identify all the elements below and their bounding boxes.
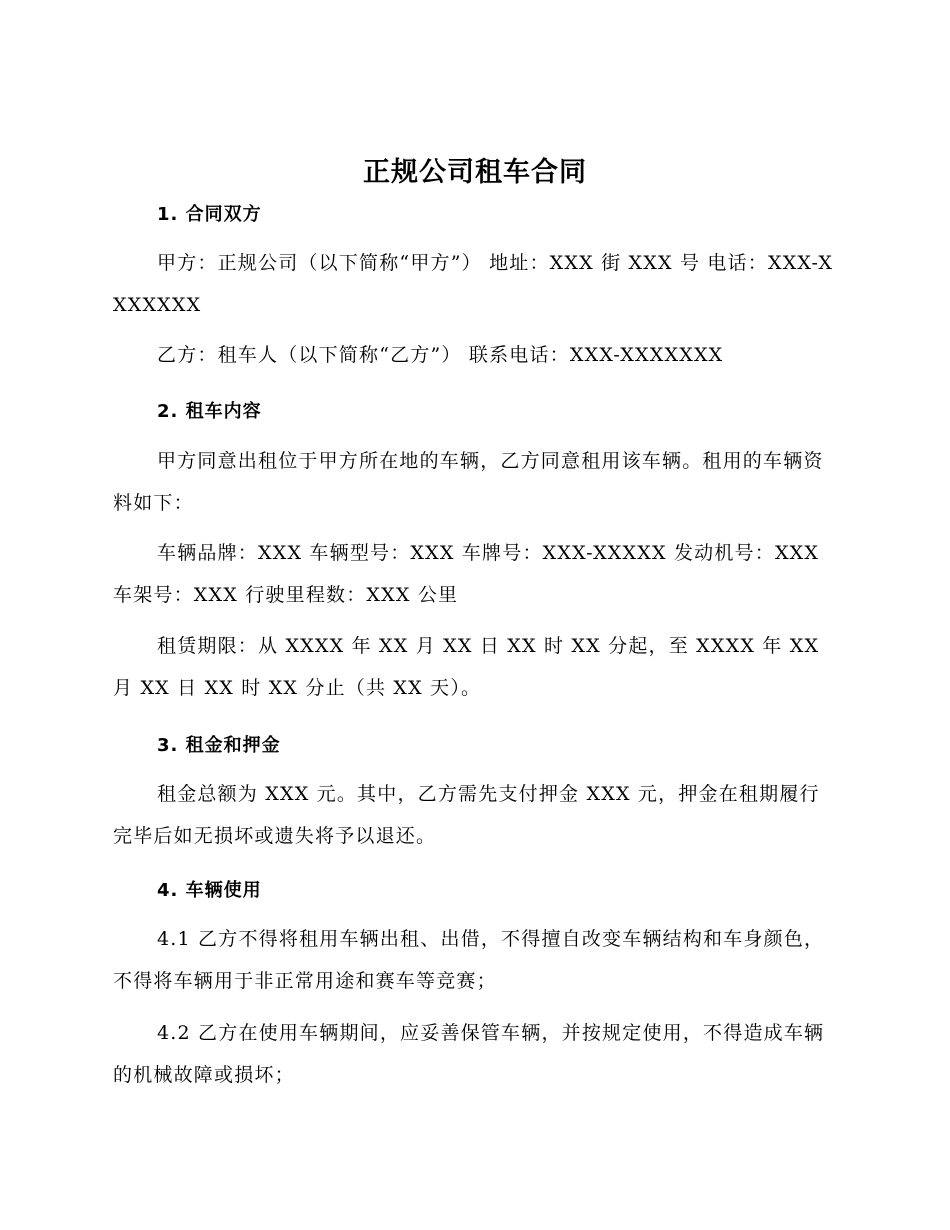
paragraph-rental-agreement: 甲方同意出租位于甲方所在地的车辆，乙方同意租用该车辆。租用的车辆资料如下：: [113, 450, 824, 514]
paragraph-party-b: 乙方：租车人（以下简称“乙方”） 联系电话：XXX-XXXXXXX: [157, 344, 724, 366]
paragraph-party-a: 甲方：正规公司（以下简称“甲方”） 地址：XXX 街 XXX 号 电话：XXX-XXXXXXX: [113, 252, 834, 316]
section-heading-rental-content: 2. 租车内容: [157, 401, 262, 422]
paragraph-rent-deposit: 租金总额为 XXX 元。其中，乙方需先支付押金 XXX 元，押金在租期履行完毕后如无损坏或遗失将予以退还。: [113, 783, 820, 847]
paragraph-vehicle-info: 车辆品牌：XXX 车辆型号：XXX 车牌号：XXX-XXXXX 发动机号：XXX 车架号：XXX 行驶里程数：XXX 公里: [113, 542, 820, 606]
paragraph-use-rule-4-2: 4.2 乙方在使用车辆期间，应妥善保管车辆，并按规定使用，不得造成车辆的机械故障或损坏；: [113, 1022, 825, 1086]
section-heading-parties: 1. 合同双方: [157, 204, 262, 225]
section-heading-rent-deposit: 3. 租金和押金: [157, 735, 281, 756]
document-title: 正规公司租车合同: [363, 157, 587, 188]
paragraph-lease-term: 租赁期限：从 XXXX 年 XX 月 XX 日 XX 时 XX 分起，至 XXXX 年 XX 月 XX 日 XX 时 XX 分止（共 XX 天）。: [113, 635, 820, 699]
section-heading-vehicle-use: 4. 车辆使用: [157, 880, 262, 901]
paragraph-use-rule-4-1: 4.1 乙方不得将租用车辆出租、出借，不得擅自改变车辆结构和车身颜色，不得将车辆用于非正常用途和赛车等竞赛；: [113, 928, 825, 992]
